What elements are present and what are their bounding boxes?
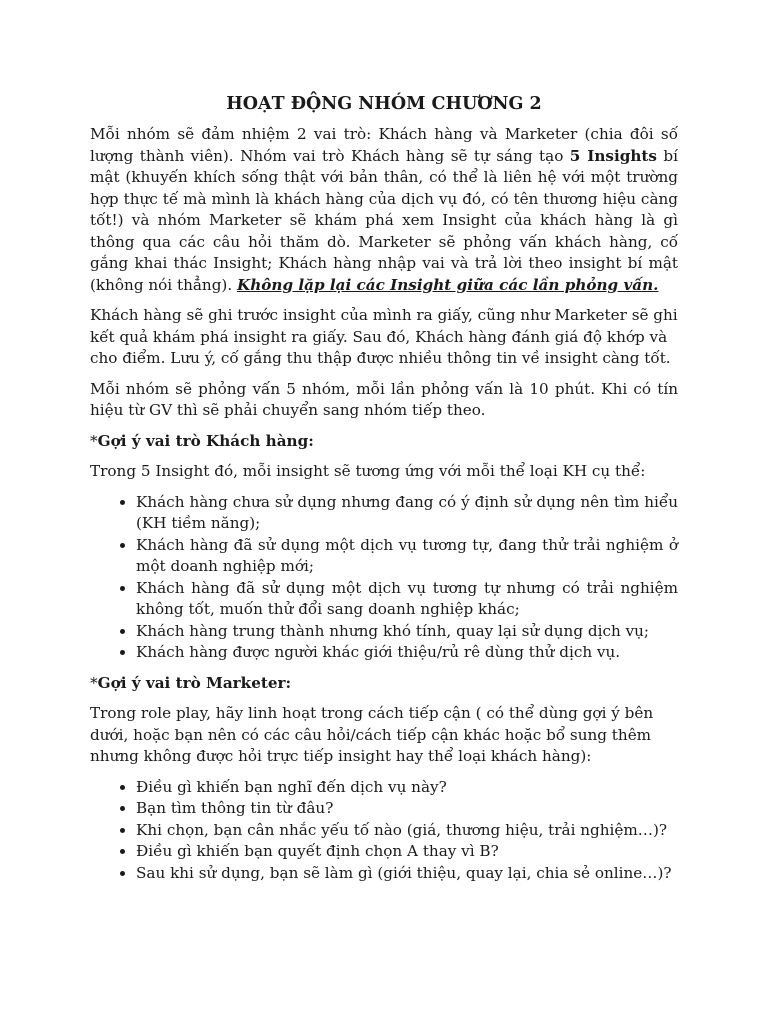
customer-section-heading [90,431,678,453]
intro-text-part1: Mỗi nhóm sẽ đảm nhiệm 2 vai trò: Khách hàng và Marketer (chia đôi số lượng thành viên). Nhóm vai trò Khách hàng sẽ tự sáng tạo [90,125,678,165]
marketer-section-heading [90,673,678,695]
list-item: • Khách hàng chưa sử dụng nhưng đang có ý định sử dụng nên tìm hiểu (KH tiềm năng); [136,492,678,535]
insight-count-bold: 5 Insights [569,146,657,165]
intro-paragraph [90,124,678,296]
customer-type-list [90,492,678,664]
list-item: • Sau khi sử dụng, bạn sẽ làm gì (giới thiệu, quay lại, chia sẻ online…)? [136,863,678,885]
paragraph-recording: Khách hàng sẽ ghi trước insight của mình ra giấy, cũng như Marketer sẽ ghi kết quả khám phá insight ra giấy. Sau đó, Khách hàng đánh giá độ khớp và cho điểm. Lưu ý, cố gắng thu thập được nhiều thông tin về insight càng tốt. [90,306,678,367]
list-item: • Khách hàng được người khác giới thiệu/rủ rê dùng thử dịch vụ. [136,642,678,664]
document-page [90,92,678,893]
paragraph-interview-rules: Mỗi nhóm sẽ phỏng vấn 5 nhóm, mỗi lần phỏng vấn là 10 phút. Khi có tín hiệu từ GV thì sẽ phải chuyển sang nhóm tiếp theo. [90,379,678,419]
list-item: • Khách hàng đã sử dụng một dịch vụ tương tự nhưng có trải nghiệm không tốt, muốn thử đổi sang doanh nghiệp khác; [136,578,678,621]
customer-heading-prefix: * [90,431,98,450]
list-item: • Điều gì khiến bạn quyết định chọn A thay vì B? [136,841,678,863]
list-item: • Khách hàng trung thành nhưng khó tính, quay lại sử dụng dịch vụ; [136,621,678,643]
marketer-section-intro: Trong role play, hãy linh hoạt trong cách tiếp cận ( có thể dùng gợi ý bên dưới, hoặc bạn nên có các câu hỏi/cách tiếp cận khác hoặc bổ sung thêm nhưng không được hỏi trực tiếp insight hay thể loại khách hàng): [90,704,654,765]
list-item: • Khi chọn, bạn cân nhắc yếu tố nào (giá, thương hiệu, trải nghiệm…)? [136,820,678,842]
marketer-heading-text: Gợi ý vai trò Marketer: [97,673,292,692]
customer-section-intro: Trong 5 Insight đó, mỗi insight sẽ tương ứng với mỗi thể loại KH cụ thể: [90,462,646,480]
intro-text-part2: bí mật (khuyến khích sống thật với bản thân, có thể là liên hệ với một trường hợp thực tế mà mình là khách hàng của dịch vụ đó, có tên thương hiệu càng tốt!) và nhóm Marketer sẽ khám phá xem Insight của khách hàng là gì thông qua các câu hỏi thăm dò. Marketer sẽ phỏng vấn khách hàng, cố gắng khai thác Insight; Khách hàng nhập vai và trả lời theo insight bí mật (không nói thẳng). [90,146,678,294]
intro-emphasis-note: Không lặp lại các Insight giữa các lần phỏng vấn. [237,275,659,294]
list-item: • Bạn tìm thông tin từ đâu? [136,798,678,820]
document-title: HOẠT ĐỘNG NHÓM CHƯƠNG 2 [226,94,542,114]
customer-heading-text: Gợi ý vai trò Khách hàng: [97,431,314,450]
marketer-question-list [90,777,678,885]
list-item: • Điều gì khiến bạn nghĩ đến dịch vụ này? [136,777,678,799]
list-item: • Khách hàng đã sử dụng một dịch vụ tương tự, đang thử trải nghiệm ở một doanh nghiệp mới; [136,535,678,578]
marketer-heading-prefix: * [90,673,98,692]
